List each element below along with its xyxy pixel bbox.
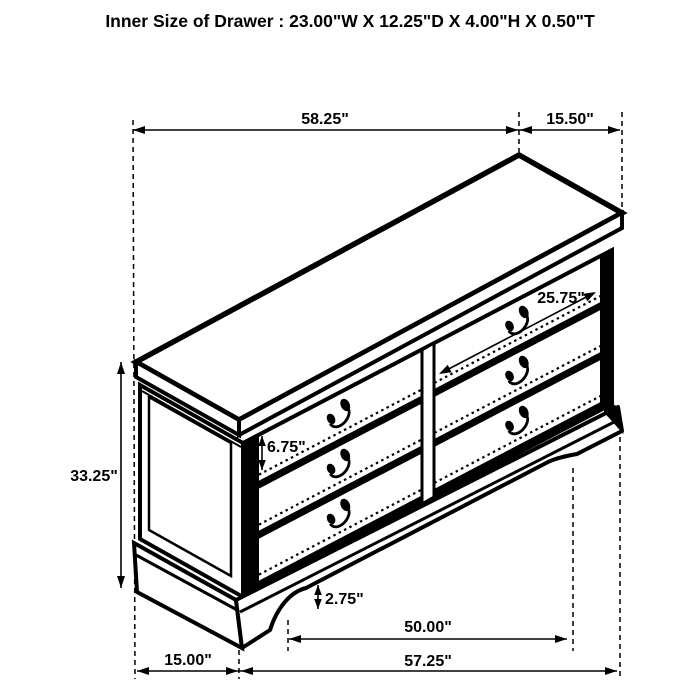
dim-label-drawer-diagonal: 25.75" — [537, 290, 585, 307]
dim-label-drawer-front-height: 6.75" — [267, 439, 306, 456]
dim-label-base-depth: 15.00" — [164, 652, 212, 669]
dim-label-top-depth: 15.50" — [546, 111, 594, 128]
center-stile — [422, 343, 434, 504]
dim-label-top-length: 58.25" — [301, 111, 349, 128]
dim-label-overall-height: 33.25" — [70, 468, 118, 485]
extension-line-left — [133, 120, 135, 679]
dresser-drawing — [134, 155, 622, 648]
dim-label-between-feet: 50.00" — [404, 619, 452, 636]
dim-label-foot-height: 2.75" — [325, 591, 364, 608]
diagram-title: Inner Size of Drawer : 23.00"W X 12.25"D X 4.00"H X 0.50"T — [105, 11, 595, 31]
front-right-corner-stile — [601, 250, 612, 410]
front-left-corner-stile — [243, 435, 258, 597]
dim-label-base-length: 57.25" — [404, 653, 452, 670]
